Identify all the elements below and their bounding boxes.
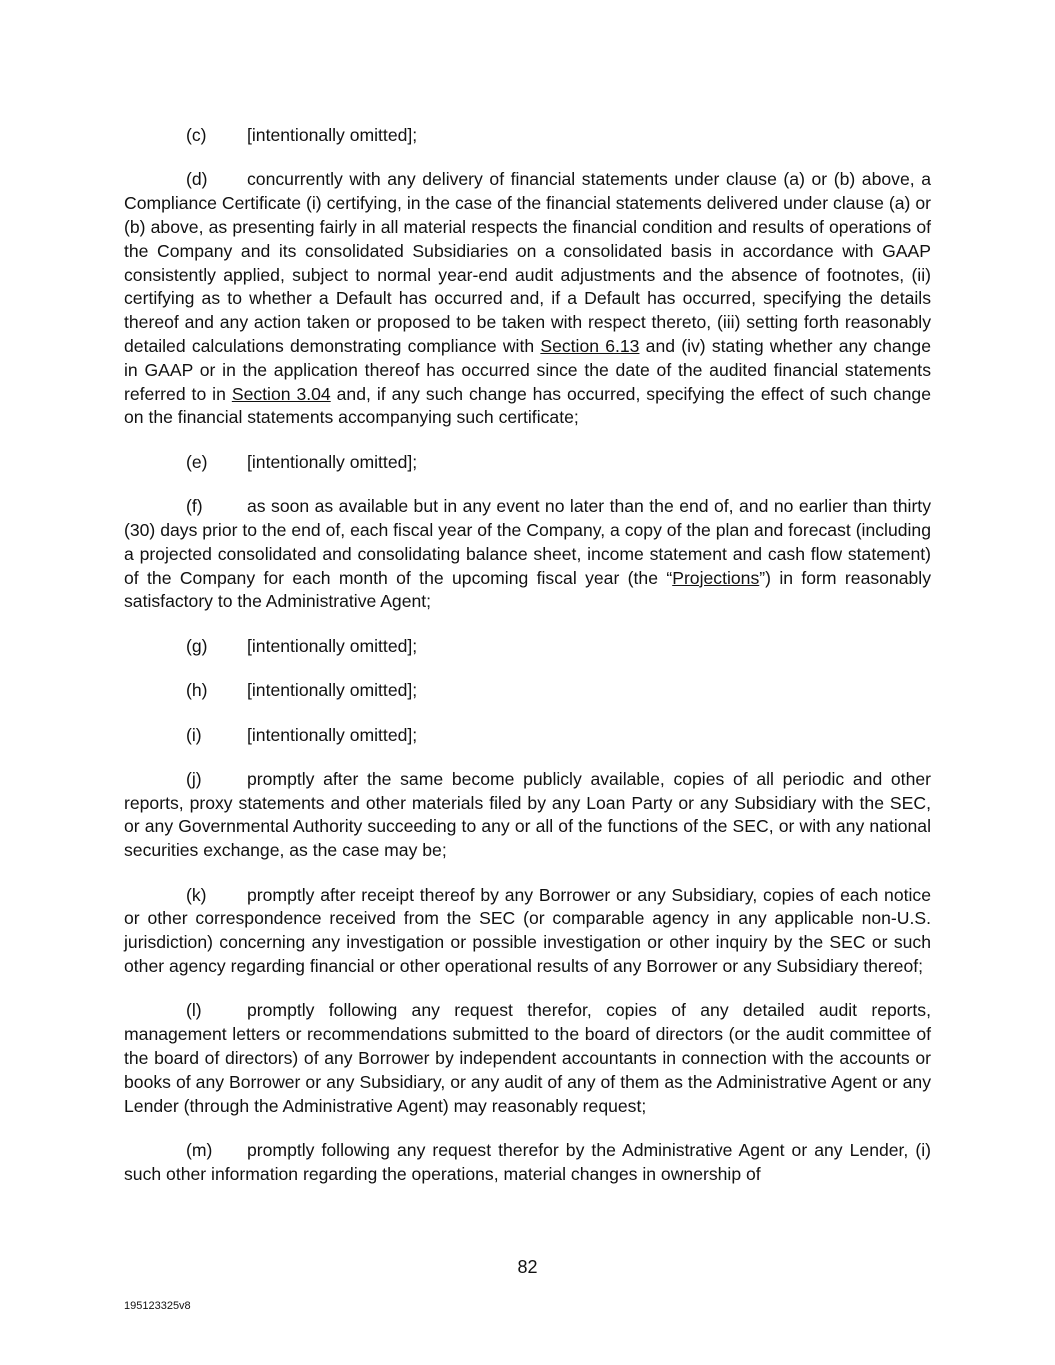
- clause-label: (l): [186, 1000, 202, 1021]
- clause-label: (e): [186, 451, 208, 472]
- clause-text: promptly following any request therefor by the Administrative Agent or any Lender, (i) such other information regarding the operations, material changes in ownership of: [124, 1140, 931, 1184]
- clause-text: and, if any such change has occurred, specifying the effect of such change on the financial statements accompanying such certificate;: [124, 383, 931, 428]
- clause-text: [intentionally omitted];: [247, 680, 418, 701]
- clause-i: [124, 724, 931, 748]
- clause-label: (j): [186, 768, 202, 789]
- clause-label: (f): [186, 496, 203, 517]
- clause-text: promptly after receipt thereof by any Borrower or any Subsidiary, copies of each notice or other correspondence received from the SEC (or comparable agency in any applicable non-U.S. jurisdiction) concerning any investigation or possible investigation or other inquiry by the SEC or such other agency regarding financial or other operational results of any Borrower or any Subsidiary thereof;: [124, 884, 931, 977]
- clause-h: [124, 679, 931, 703]
- clause-text: ”) in form reasonably satisfactory to the Administrative Agent;: [124, 567, 931, 612]
- clause-text: as soon as available but in any event no later than the end of, and no earlier than thirty (30) days prior to the end of, each fiscal year of the Company, a copy of the plan and forecast (including a projected consolidated and consolidating balance sheet, income statement and cash flow statement) of the Company for each month of the upcoming fiscal year (the “: [124, 496, 931, 588]
- clause-label: (g): [186, 635, 208, 656]
- document-id: 195123325v8: [124, 1300, 191, 1312]
- clause-text: promptly following any request therefor, copies of any detailed audit reports, management letters or recommendations submitted to the board of directors (or the audit committee of the board of directors) of any Borrower by independent accountants in connection with the accounts or books of any Borrower or any Subsidiary, or any audit of any of them as the Administrative Agent or any Lender (through the Administrative Agent) may reasonably request;: [124, 1000, 931, 1116]
- clause-text: concurrently with any delivery of financial statements under clause (a) or (b) above, a Compliance Certificate (i) certifying, in the case of the financial statements delivered under clause (a) or (b) above, as presenting fairly in all material respects the financial condition and results of operations of the Company and its consolidated Subsidiaries on a consolidated basis in accordance with GAAP consistently applied, subject to normal year-end audit adjustments and the absence of footnotes, (ii) certifying as to whether a Default has occurred and, if a Default has occurred, specifying the details thereof and any action taken or proposed to be taken with respect thereto, (iii) setting forth reasonably detailed calculations demonstrating compliance with: [124, 169, 931, 356]
- clause-label: (h): [186, 680, 208, 701]
- clause-label: (c): [186, 125, 207, 145]
- clause-text: [intentionally omitted];: [247, 724, 418, 745]
- clause-label: (k): [186, 884, 207, 905]
- clause-l: [124, 999, 931, 1118]
- clause-label: (i): [186, 724, 202, 745]
- page-number: 82: [517, 1257, 538, 1277]
- clause-g: [124, 635, 931, 659]
- section-reference: Section 3.04: [231, 383, 331, 404]
- clause-c: [124, 124, 931, 148]
- clause-text: [intentionally omitted];: [247, 635, 418, 656]
- defined-term: Projections: [672, 567, 760, 588]
- clause-text: promptly after the same become publicly available, copies of all periodic and other reports, proxy statements and other materials filed by any Loan Party or any Subsidiary with the SEC, or any Governmental Authority succeeding to any or all of the functions of the SEC, or with any national securities exchange, as the case may be;: [124, 768, 931, 861]
- clause-d: [124, 168, 931, 430]
- clause-label: (m): [186, 1140, 213, 1161]
- clause-m: [124, 1139, 931, 1187]
- clause-label: (d): [186, 169, 208, 190]
- document-body: [124, 124, 931, 1207]
- clause-k: [124, 884, 931, 979]
- clause-text: and (iv) stating whether any change in GAAP or in the application thereof has occurred since the date of the audited financial statements referred to in: [124, 335, 931, 404]
- section-reference: Section 6.13: [540, 335, 640, 356]
- clause-e: [124, 451, 931, 475]
- clause-j: [124, 768, 931, 863]
- clause-f: [124, 495, 931, 614]
- clause-text: [intentionally omitted];: [247, 125, 418, 145]
- clause-text: [intentionally omitted];: [247, 451, 418, 472]
